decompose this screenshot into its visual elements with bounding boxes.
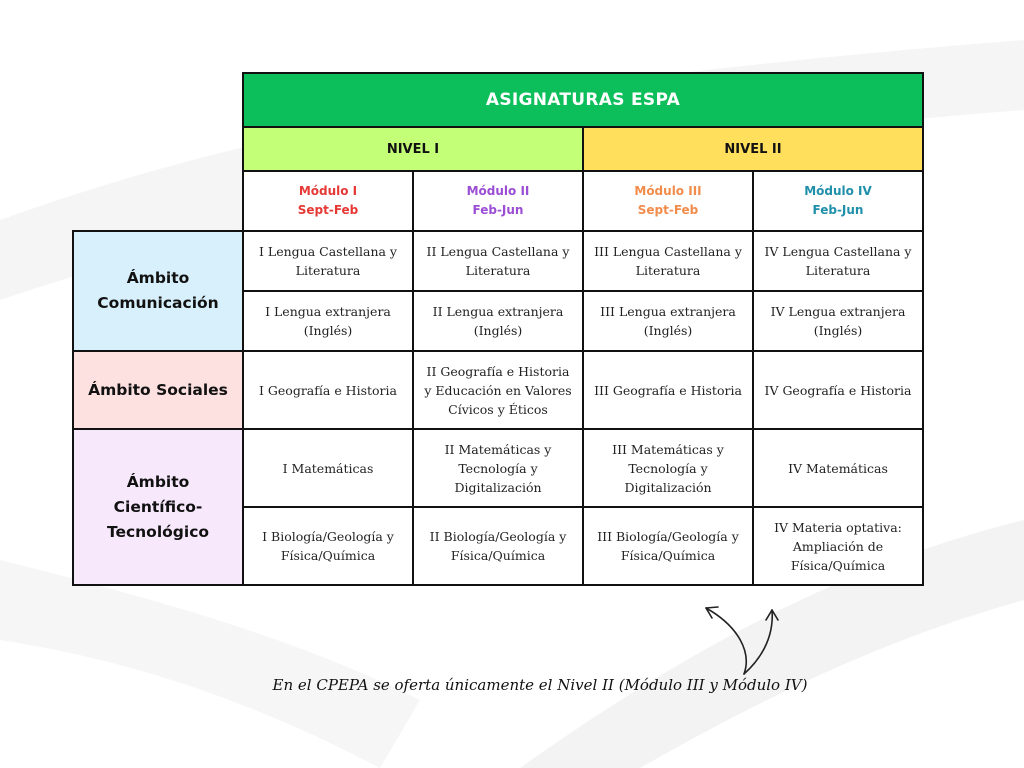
level-header-nivel-2: NIVEL II [582, 126, 924, 172]
table-cell: IV Matemáticas [752, 428, 924, 508]
table-cell: IV Lengua Castellana y Literatura [752, 230, 924, 292]
module-header-3 [582, 170, 754, 232]
table-cell: III Biología/Geología y Física/Química [582, 506, 754, 586]
table-cell: II Lengua extranjera (Inglés) [412, 290, 584, 352]
table-cell: I Lengua Castellana y Literatura [242, 230, 414, 292]
module-header-1 [242, 170, 414, 232]
module-name: Módulo II [466, 184, 530, 198]
table-cell: I Geografía e Historia [242, 350, 414, 430]
table-cell: I Matemáticas [242, 428, 414, 508]
module-name: Módulo III [634, 184, 702, 198]
ambito-comunicacion: Ámbito Comunicación [72, 230, 244, 352]
module-period: Feb-Jun [472, 203, 524, 217]
table-cell: II Biología/Geología y Física/Química [412, 506, 584, 586]
ambito-sociales: Ámbito Sociales [72, 350, 244, 430]
table-title: ASIGNATURAS ESPA [242, 72, 924, 128]
table-cell: III Lengua extranjera (Inglés) [582, 290, 754, 352]
module-period: Feb-Jun [812, 203, 864, 217]
module-name: Módulo IV [804, 184, 872, 198]
table-cell: III Geografía e Historia [582, 350, 754, 430]
module-header-2 [412, 170, 584, 232]
table-cell: II Matemáticas y Tecnología y Digitalización [412, 428, 584, 508]
table-cell: IV Geografía e Historia [752, 350, 924, 430]
module-period: Sept-Feb [637, 203, 699, 217]
table-cell: IV Materia optativa: Ampliación de Física/Química [752, 506, 924, 586]
level-header-nivel-1: NIVEL I [242, 126, 584, 172]
footnote: En el CPEPA se oferta únicamente el Nivel II (Módulo III y Módulo IV) [272, 676, 808, 694]
curved-arrows-icon [690, 596, 800, 678]
module-name: Módulo I [298, 184, 358, 198]
table-cell: III Lengua Castellana y Literatura [582, 230, 754, 292]
table-cell: II Lengua Castellana y Literatura [412, 230, 584, 292]
table-cell: II Geografía e Historia y Educación en Valores Cívicos y Éticos [412, 350, 584, 430]
table-cell: IV Lengua extranjera (Inglés) [752, 290, 924, 352]
table-cell: III Matemáticas y Tecnología y Digitalización [582, 428, 754, 508]
table-cell: I Lengua extranjera (Inglés) [242, 290, 414, 352]
module-header-4 [752, 170, 924, 232]
module-period: Sept-Feb [297, 203, 359, 217]
ambito-cientifico-tecnologico: Ámbito Científico-Tecnológico [72, 428, 244, 586]
table-cell: I Biología/Geología y Física/Química [242, 506, 414, 586]
